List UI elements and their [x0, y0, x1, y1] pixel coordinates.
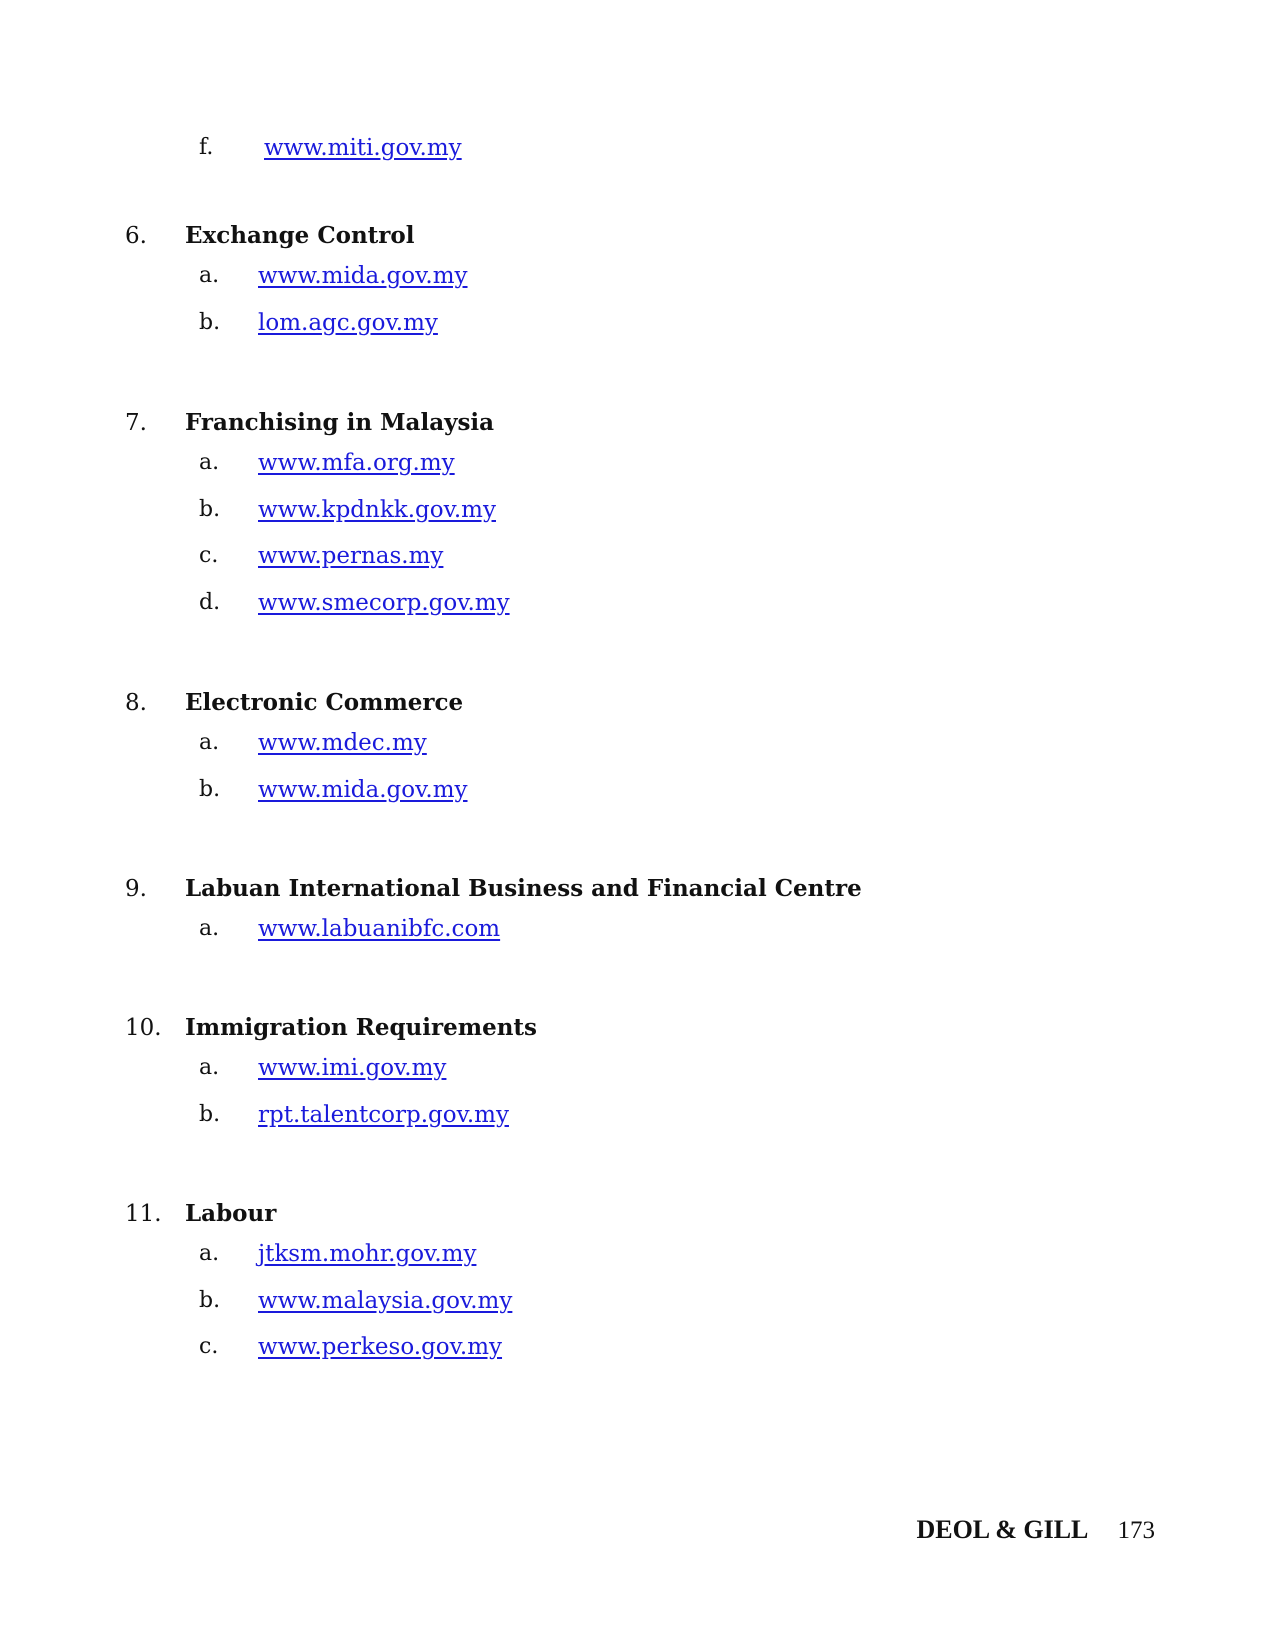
list-item: [0, 256, 1275, 303]
section-labuan: [0, 869, 1275, 956]
item-letter: a.: [199, 916, 220, 941]
website-link[interactable]: www.pernas.my: [258, 543, 444, 569]
section-number: 11.: [125, 1201, 162, 1227]
item-letter: a.: [199, 1055, 220, 1080]
section-title: Exchange Control: [185, 222, 415, 249]
list-item: [0, 1234, 1275, 1281]
item-letter: a.: [199, 263, 220, 288]
website-link[interactable]: www.miti.gov.my: [264, 135, 462, 161]
website-link[interactable]: www.smecorp.gov.my: [258, 589, 510, 616]
website-link[interactable]: www.mida.gov.my: [258, 263, 468, 289]
section-title: Labour: [185, 1200, 277, 1227]
section-immigration: [0, 1008, 1275, 1141]
footer-firm-name: DEOL & GILL: [916, 1515, 1089, 1544]
list-item: [0, 1048, 1275, 1095]
section-title: Immigration Requirements: [185, 1014, 538, 1041]
website-link[interactable]: jtksm.mohr.gov.my: [258, 1241, 477, 1267]
item-letter: b.: [199, 496, 221, 522]
website-link[interactable]: www.mdec.my: [258, 730, 427, 756]
item-letter: b.: [199, 1287, 221, 1313]
website-link[interactable]: rpt.talentcorp.gov.my: [258, 1101, 509, 1128]
item-letter: f.: [199, 135, 214, 160]
section-title: Franchising in Malaysia: [185, 409, 495, 436]
section-heading: [0, 683, 1275, 723]
website-link[interactable]: www.mida.gov.my: [258, 776, 468, 803]
section-exchange-control: [0, 216, 1275, 349]
item-letter: d.: [199, 589, 221, 615]
list-item: [0, 1281, 1275, 1328]
item-letter: a.: [199, 730, 220, 755]
item-letter: a.: [199, 450, 220, 475]
section-number: 10.: [125, 1015, 162, 1041]
website-link[interactable]: lom.agc.gov.my: [258, 309, 438, 336]
website-link[interactable]: www.labuanibfc.com: [258, 916, 501, 942]
list-item: [0, 583, 1275, 630]
section-title: Electronic Commerce: [185, 689, 464, 716]
page-footer: [916, 1510, 1155, 1550]
section-heading: [0, 869, 1275, 909]
website-link[interactable]: www.malaysia.gov.my: [258, 1287, 513, 1314]
section-heading: [0, 1008, 1275, 1048]
item-letter: b.: [199, 1101, 221, 1127]
section-number: 7.: [125, 410, 147, 436]
continued-list: [0, 128, 1275, 175]
page-number: 173: [1117, 1517, 1155, 1544]
item-letter: b.: [199, 309, 221, 335]
section-electronic-commerce: [0, 683, 1275, 816]
website-link[interactable]: www.mfa.org.my: [258, 450, 455, 476]
list-item: [0, 536, 1275, 583]
list-item: [0, 1327, 1275, 1374]
section-number: 9.: [125, 876, 147, 902]
section-heading: [0, 403, 1275, 443]
website-link[interactable]: www.perkeso.gov.my: [258, 1334, 503, 1360]
list-item: [0, 303, 1275, 350]
item-letter: c.: [199, 543, 219, 568]
list-item: [0, 770, 1275, 817]
section-title: Labuan International Business and Financial Centre: [185, 875, 862, 902]
list-item: [0, 723, 1275, 770]
list-item: [0, 443, 1275, 490]
list-item: [0, 490, 1275, 537]
list-item: [0, 128, 1275, 175]
section-heading: [0, 216, 1275, 256]
section-heading: [0, 1194, 1275, 1234]
item-letter: c.: [199, 1334, 219, 1359]
item-letter: a.: [199, 1241, 220, 1266]
section-labour: [0, 1194, 1275, 1374]
section-number: 8.: [125, 690, 147, 716]
website-link[interactable]: www.kpdnkk.gov.my: [258, 496, 496, 523]
item-letter: b.: [199, 776, 221, 802]
list-item: [0, 1095, 1275, 1142]
website-link[interactable]: www.imi.gov.my: [258, 1055, 447, 1081]
section-franchising: [0, 403, 1275, 629]
section-number: 6.: [125, 223, 147, 249]
list-item: [0, 909, 1275, 956]
